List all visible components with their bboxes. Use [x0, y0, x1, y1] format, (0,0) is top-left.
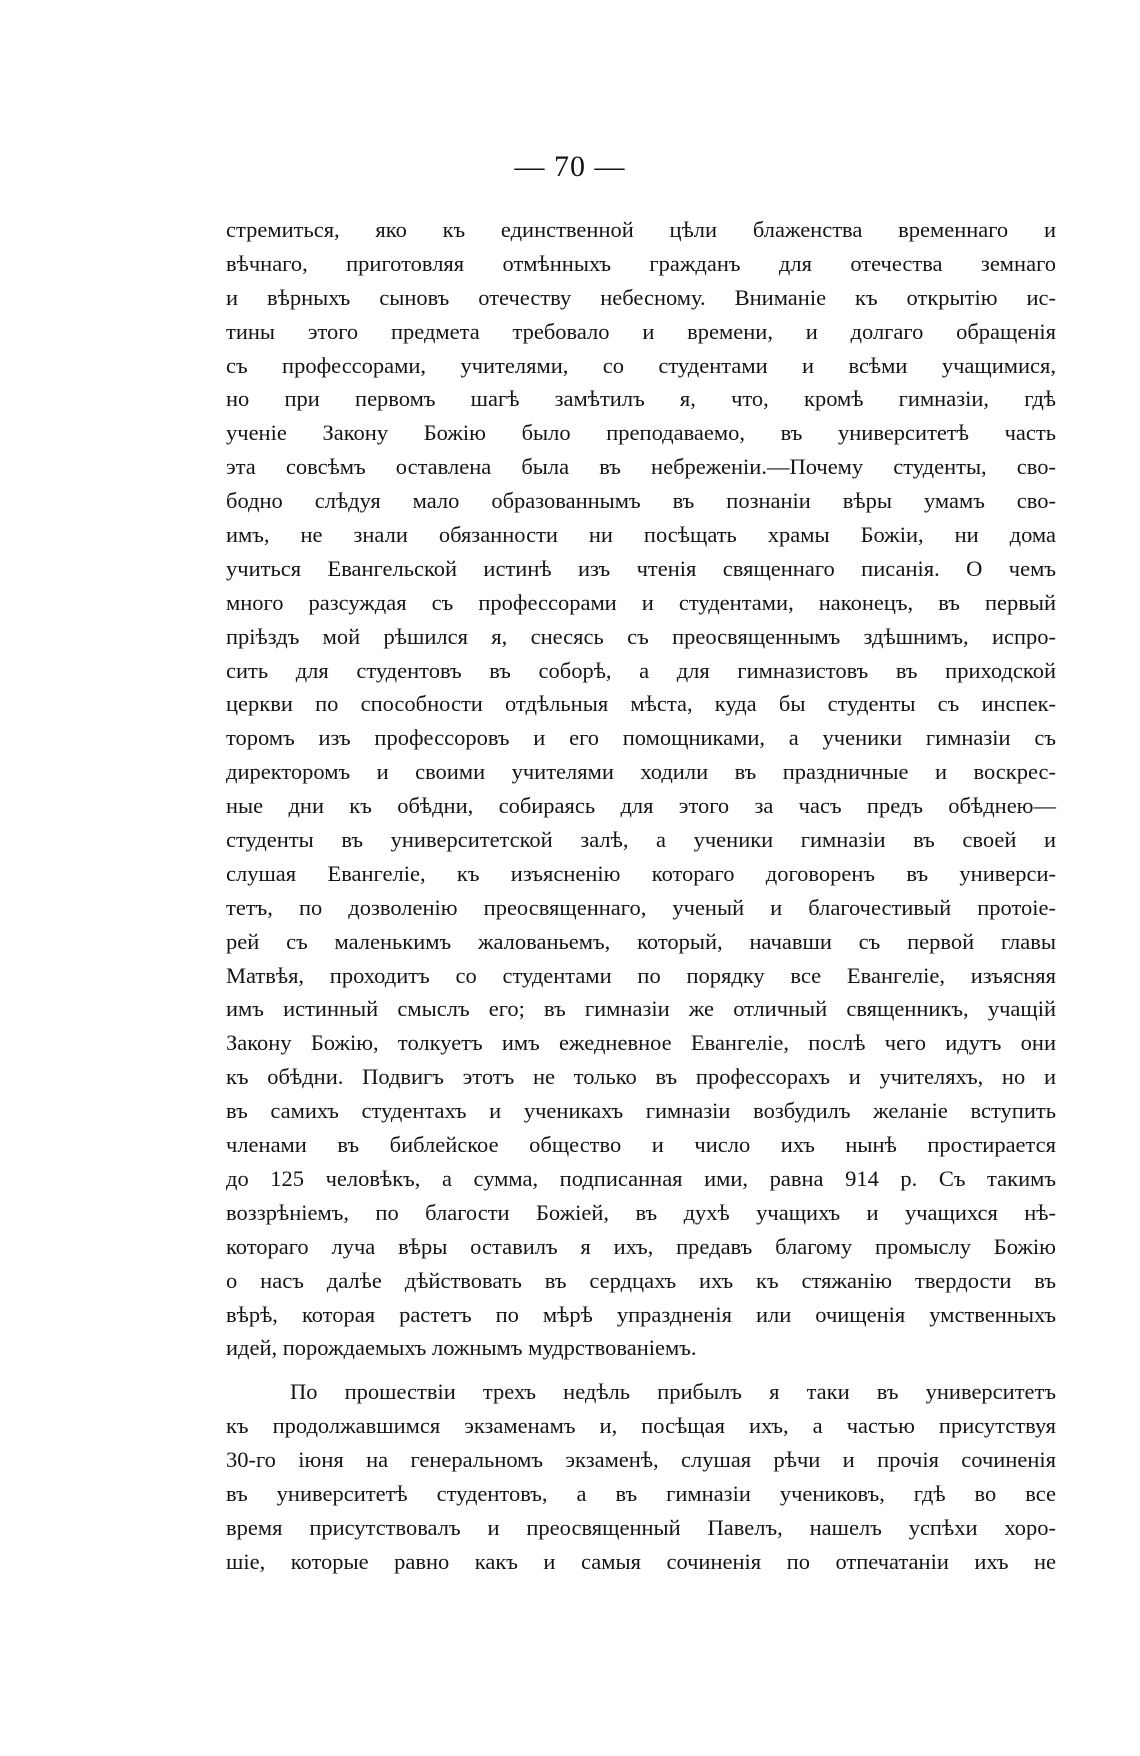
text-line: членами въ библейское общество и число ихъ нынѣ простирается: [226, 1132, 1056, 1158]
text-line: церкви по способности отдѣльныя мѣста, куда бы студенты съ инспек-: [226, 691, 1056, 717]
text-line: эта совсѣмъ оставлена была въ небреженіи.—Почему студенты, сво-: [226, 454, 1056, 480]
text-line: имъ истинный смыслъ его; въ гимназіи же отличный священникъ, учащій: [226, 996, 1056, 1022]
paragraph-1: [226, 213, 1056, 1365]
text-line: тины этого предмета требовало и времени, и долгаго обращенія: [226, 318, 1056, 344]
text-line: ные дни къ обѣдни, собираясь для этого за часъ предъ обѣднею—: [226, 793, 1056, 819]
text-line: торомъ изъ профессоровъ и его помощниками, а ученики гимназіи съ: [226, 725, 1056, 751]
text-line: много разсуждая съ профессорами и студентами, наконецъ, въ первый: [226, 589, 1056, 615]
text-line: о насъ далѣе дѣйствовать въ сердцахъ ихъ къ стяжанію твердости въ: [226, 1267, 1056, 1293]
text-line: слушая Евангеліе, къ изъясненію котораго договоренъ въ универси-: [226, 860, 1056, 886]
text-line: тетъ, по дозволенію преосвященнаго, ученый и благочестивый протоіе-: [226, 894, 1056, 920]
text-line: учиться Евангельской истинѣ изъ чтенія священнаго писанія. О чемъ: [226, 555, 1056, 581]
paragraph-gap: [226, 1365, 1056, 1375]
text-line: имъ, не знали обязанности ни посѣщать храмы Божіи, ни дома: [226, 522, 1056, 548]
text-line: къ обѣдни. Подвигъ этотъ не только въ профессорахъ и учителяхъ, но и: [226, 1064, 1056, 1090]
text-line: и вѣрныхъ сыновъ отечеству небесному. Вниманіе къ открытію ис-: [226, 284, 1056, 310]
body-text: [226, 213, 1056, 1579]
text-line: вѣрѣ, которая растетъ по мѣрѣ упраздненія или очищенія умственныхъ: [226, 1301, 1056, 1327]
paragraph-2: [226, 1375, 1056, 1578]
text-line: шіе, которые равно какъ и самыя сочиненія по отпечатаніи ихъ не: [226, 1548, 1056, 1574]
text-line: директоромъ и своими учителями ходили въ праздничные и воскрес-: [226, 759, 1056, 785]
text-line: воззрѣніемъ, по благости Божіей, въ духѣ учащихъ и учащихся нѣ-: [226, 1199, 1056, 1225]
text-line: рей съ маленькимъ жалованьемъ, который, начавши съ первой главы: [226, 928, 1056, 954]
text-line: Закону Божію, толкуетъ имъ ежедневное Евангеліе, послѣ чего идутъ они: [226, 1030, 1056, 1056]
text-line: котораго луча вѣры оставилъ я ихъ, предавъ благому промыслу Божію: [226, 1233, 1056, 1259]
page-number: — 70 —: [514, 150, 626, 183]
text-line: сить для студентовъ въ соборѣ, а для гимназистовъ въ приходской: [226, 657, 1056, 683]
text-line: вѣчнаго, приготовляя отмѣнныхъ гражданъ для отечества земнаго: [226, 250, 1056, 276]
text-line: 30-го іюня на генеральномъ экзаменѣ, слушая рѣчи и прочія сочиненія: [226, 1447, 1056, 1473]
text-line: въ университетѣ студентовъ, а въ гимназіи учениковъ, гдѣ во все: [226, 1480, 1056, 1506]
text-line: бодно слѣдуя мало образованнымъ въ познаніи вѣры умамъ сво-: [226, 488, 1056, 514]
text-line: студенты въ университетской залѣ, а ученики гимназіи въ своей и: [226, 827, 1056, 853]
text-line: Матвѣя, проходитъ со студентами по порядку все Евангеліе, изъясняя: [226, 962, 1056, 988]
text-line: ученіе Закону Божію было преподаваемо, въ университетѣ часть: [226, 420, 1056, 446]
text-line: идей, порождаемыхъ ложнымъ мудрствованіемъ.: [226, 1335, 697, 1361]
text-line: По прошествіи трехъ недѣль прибылъ я таки въ университетъ: [290, 1379, 1056, 1405]
text-line: къ продолжавшимся экзаменамъ и, посѣщая ихъ, а частью присутствуя: [226, 1413, 1056, 1439]
text-line: въ самихъ студентахъ и ученикахъ гимназіи возбудилъ желаніе вступить: [226, 1098, 1056, 1124]
text-line: время присутствовалъ и преосвященный Павелъ, нашелъ успѣхи хоро-: [226, 1514, 1056, 1540]
text-line: съ профессорами, учителями, со студентами и всѣми учащимися,: [226, 352, 1056, 378]
text-line: но при первомъ шагѣ замѣтилъ я, что, кромѣ гимназіи, гдѣ: [226, 386, 1056, 412]
text-line: стремиться, яко къ единственной цѣли блаженства временнаго и: [226, 217, 1056, 242]
text-line: до 125 человѣкъ, а сумма, подписанная ими, равна 914 р. Съ такимъ: [226, 1165, 1056, 1191]
text-line: пріѣздъ мой рѣшился я, снесясь съ преосвященнымъ здѣшнимъ, испро-: [226, 623, 1056, 649]
